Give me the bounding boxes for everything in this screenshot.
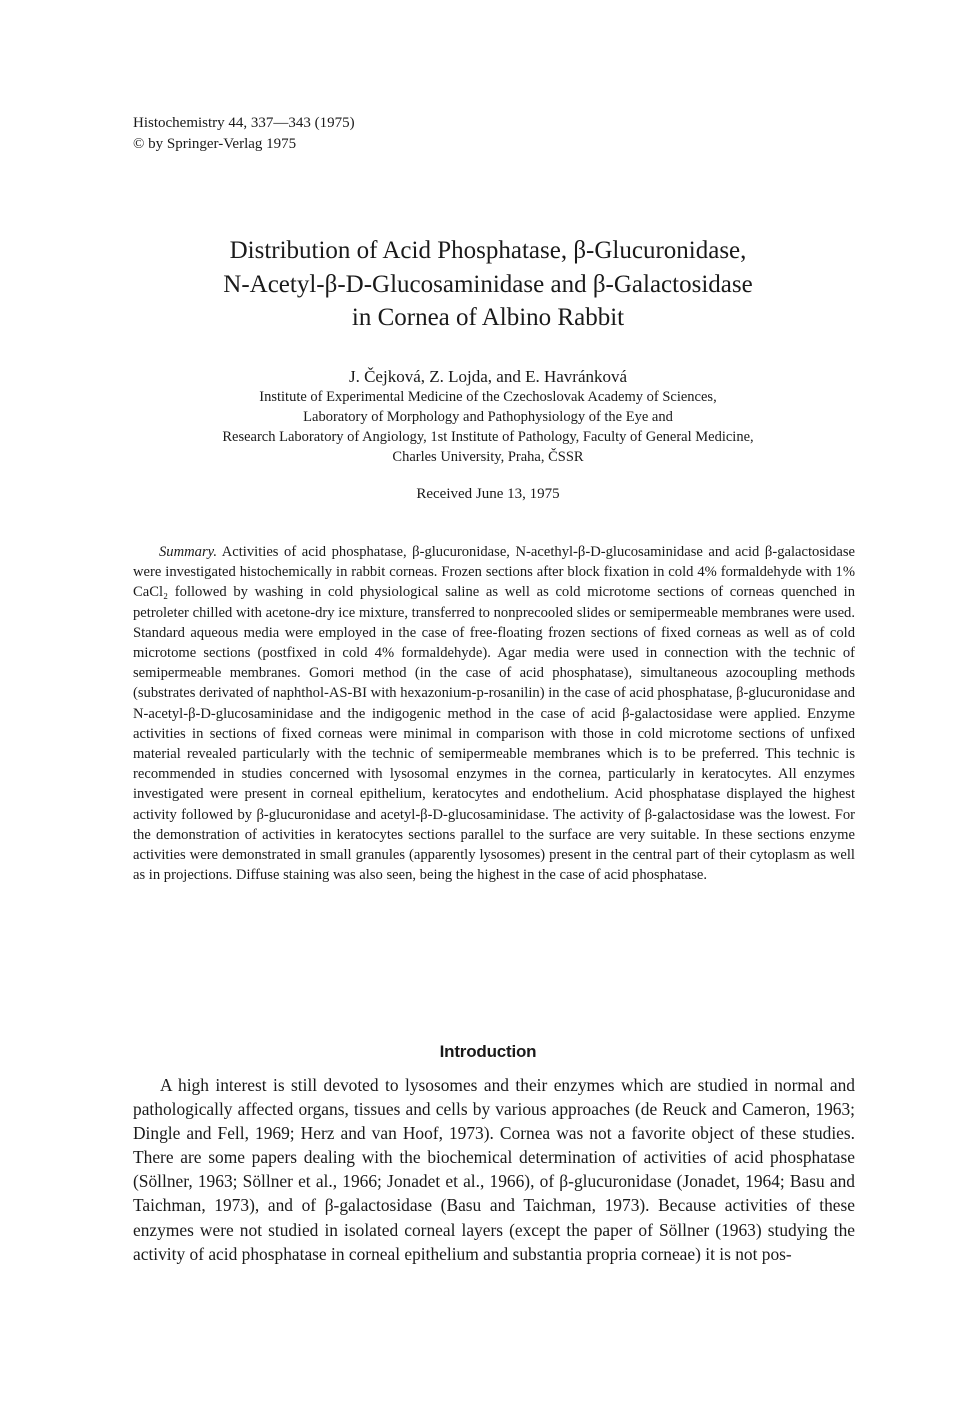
summary-lead: Summary. bbox=[159, 544, 217, 560]
journal-header bbox=[133, 113, 355, 155]
journal-citation: Histochemistry 44, 337—343 (1975) bbox=[133, 115, 355, 131]
affiliation-line: Institute of Experimental Medicine of the Czechoslovak Academy of Sciences, bbox=[259, 389, 717, 405]
affiliation-line: Research Laboratory of Angiology, 1st Institute of Pathology, Faculty of General Medicine, bbox=[222, 429, 754, 445]
summary-text: Activities of acid phosphatase, β-glucuronidase, N-acethyl-β-D-glucosaminidase and acid β-galactosidase were investigated histochemically in rabbit corneas. Frozen sections after block fixation in cold 4% formaldehyde with 1% CaCl₂ followed by washing in cold physiological saline as well as cold microtome sections of corneas quenched in petroleter chilled with acetone-dry ice mixture, transferred to nonprecooled slides or semipermeable membranes were used. Standard aqueous media were employed in the case of free-floating frozen sections of fixed corneas as well as of cold microtome sections (postfixed in cold 4% formaldehyde). Agar media were used in connection with the technic of semipermeable membranes. Gomori method (in the case of acid phosphatase), simultaneous azocoupling methods (substrates derivated of naphthol-AS-BI with hexazonium-p-rosanilin) in the case of acid phosphatase, β-glucuronidase and N-acetyl-β-D-glucosaminidase and the indigogenic method in the case of acid β-galactosidase were applied. Enzyme activities in sections of fixed corneas were minimal in comparison with those in cold microtome sections of unfixed material revealed particularly with the technic of semipermeable membranes which is to be preferred. This technic is recommended in studies concerned with lysosomal enzymes in the cornea, particularly in keratocytes. All enzymes investigated were present in corneal epithelium, keratocytes and endothelium. Acid phosphatase displayed the highest activity followed by β-glucuronidase and acetyl-β-D-glucosaminidase. The activity of β-galactosidase was the lowest. For the demonstration of activities in keratocytes sections parallel to the surface are very suitable. In these sections enzyme activities were demonstrated in small granules (apparently lysosomes) present in the central part of their cytoplasm as well as in projections. Diffuse staining was also seen, being the highest in the case of acid phosphatase. bbox=[133, 544, 856, 884]
title-line: Distribution of Acid Phosphatase, β-Glucuronidase, bbox=[229, 237, 747, 264]
journal-copyright: © by Springer-Verlag 1975 bbox=[133, 136, 297, 152]
title-line: N-Acetyl-β-D-Glucosaminidase and β-Galactosidase bbox=[223, 270, 753, 298]
affiliation-line: Laboratory of Morphology and Pathophysiology of the Eye and bbox=[303, 409, 673, 425]
summary-section bbox=[133, 542, 855, 885]
introduction-section bbox=[133, 1073, 855, 1266]
introduction-heading: Introduction bbox=[439, 1042, 537, 1061]
title-line: in Cornea of Albino Rabbit bbox=[351, 304, 625, 331]
introduction-paragraph: A high interest is still devoted to lysosomes and their enzymes which are studied in normal and pathologically affected organs, tissues and cells by various approaches (de Reuck and Cameron, 1963; Dingle and Fell, 1969; Herz and van Hoof, 1973). Cornea was not a favorite object of these studies. There are some papers dealing with the biochemical determination of activities of acid phosphatase (Söllner, 1963; Söllner et al., 1966; Jonadet et al., 1966), of β-glucuronidase (Jonadet, 1964; Basu and Taichman, 1973), and of β-galactosidase (Basu and Taichman, 1973). Because activities of these enzymes were not studied in isolated corneal layers (except the paper of Söllner (1963) studying the activity of acid phosphatase in corneal epithelium and substantia propria corneae) it is not pos- bbox=[133, 1075, 855, 1264]
received-date: Received June 13, 1975 bbox=[416, 486, 560, 502]
affiliation-line: Charles University, Praha, ČSSR bbox=[392, 449, 584, 465]
summary-paragraph bbox=[133, 542, 855, 885]
author-list: J. Čejková, Z. Lojda, and E. Havránková bbox=[348, 367, 628, 386]
article-title bbox=[120, 234, 856, 335]
affiliation bbox=[120, 387, 856, 467]
